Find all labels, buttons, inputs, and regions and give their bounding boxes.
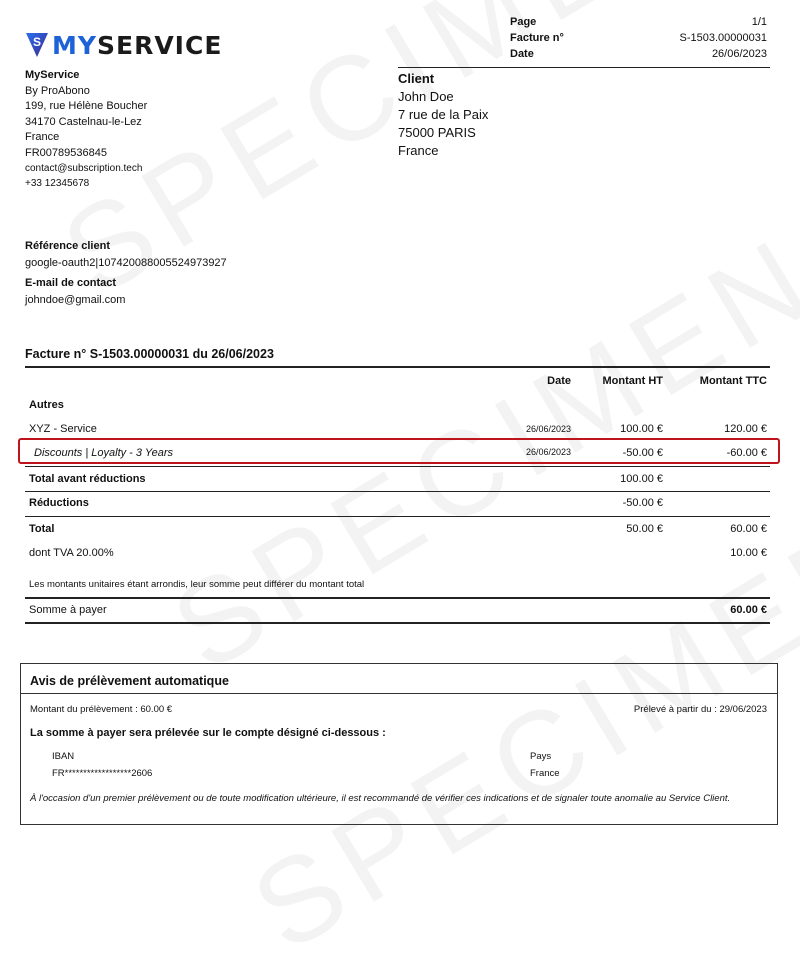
date-label: Date: [510, 48, 534, 60]
client-country: France: [398, 143, 439, 158]
discount-line-ttc: -60.00 €: [726, 447, 767, 459]
client-name: John Doe: [398, 89, 454, 104]
page-label: Page: [510, 16, 537, 28]
line-item-date: 26/06/2023: [525, 424, 571, 434]
company-by: By ProAbono: [25, 84, 90, 97]
invoice-number-label: Facture n°: [510, 32, 564, 44]
column-header-ttc: Montant TTC: [699, 375, 767, 387]
company-email: contact@subscription.tech: [25, 163, 143, 174]
debit-notice: La somme à payer sera prélevée sur le compte désigné ci-dessous :: [30, 727, 386, 739]
header-divider: [398, 67, 770, 68]
contact-email-value: johndoe@gmail.com: [25, 294, 126, 306]
line-item-ttc: 120.00 €: [724, 423, 767, 435]
company-country: France: [25, 131, 60, 143]
line-item-ht: 100.00 €: [620, 423, 663, 435]
total-before-divider: [25, 491, 770, 492]
s-shield-icon: [25, 32, 49, 58]
page-value: 1/1: [751, 16, 767, 28]
client-street: 7 rue de la Paix: [398, 107, 489, 122]
section-label: Autres: [29, 399, 64, 411]
client-reference-value: google-oauth2|107420088005524973927: [25, 257, 227, 269]
company-phone: +33 12345678: [25, 178, 90, 189]
iban-value: FR******************2606: [52, 768, 153, 779]
vat-label: dont TVA 20.00%: [29, 547, 114, 559]
company-street: 199, rue Hélène Boucher: [25, 100, 148, 112]
column-header-date: Date: [547, 375, 571, 387]
invoice-number-value: S-1503.00000031: [679, 32, 767, 44]
rounding-note: Les montants unitaires étant arrondis, leur somme peut différer du montant total: [29, 579, 365, 590]
company-name: MyService: [25, 69, 80, 81]
svg-text:S: S: [32, 35, 42, 49]
total-ht: 50.00 €: [626, 523, 663, 535]
vat-ttc: 10.00 €: [730, 547, 767, 559]
total-before-label: Total avant réductions: [29, 473, 146, 485]
iban-label: IBAN: [52, 751, 75, 762]
client-title: Client: [398, 71, 435, 86]
discount-line-date: 26/06/2023: [525, 447, 571, 457]
to-pay-bottom-divider: [25, 622, 770, 624]
client-reference-label: Référence client: [25, 240, 110, 252]
total-ttc: 60.00 €: [730, 523, 767, 535]
client-city: 75000 PARIS: [398, 125, 476, 140]
company-block: [25, 68, 245, 191]
amount-due-label: Somme à payer: [29, 604, 107, 616]
direct-debit-title: Avis de prélèvement automatique: [30, 674, 229, 688]
column-header-ht: Montant HT: [602, 375, 663, 387]
invoice-title-divider: [25, 366, 770, 368]
date-value: 26/06/2023: [711, 48, 767, 60]
discount-line-label: Discounts | Loyalty - 3 Years: [34, 447, 173, 459]
debit-amount: Montant du prélèvement : 60.00 €: [30, 704, 173, 715]
reductions-divider: [25, 516, 770, 517]
amount-due-value: 60.00 €: [730, 604, 767, 616]
bank-country-value: France: [530, 768, 560, 779]
contact-email-label: E-mail de contact: [25, 277, 117, 289]
direct-debit-divider: [20, 693, 778, 694]
to-pay-top-divider: [25, 597, 770, 599]
total-label: Total: [29, 523, 55, 535]
debit-start-date: Prélevé à partir du : 29/06/2023: [633, 704, 767, 715]
brand-logo: MYSERVICE: [52, 31, 223, 60]
reductions-label: Réductions: [29, 497, 89, 509]
bank-country-label: Pays: [530, 751, 552, 762]
reference-block: [25, 238, 227, 309]
company-vat: FR00789536845: [25, 146, 107, 159]
client-block: [398, 70, 488, 160]
discount-line-ht: -50.00 €: [622, 447, 663, 459]
company-city: 34170 Castelnau-le-Lez: [25, 115, 142, 128]
invoice-title: Facture n° S-1503.00000031 du 26/06/2023: [25, 347, 274, 361]
lines-divider: [25, 466, 770, 467]
debit-footer-note: À l'occasion d'un premier prélèvement ou de toute modification ultérieure, il est recommandé de vérifier ces indications et de signaler toute anomalie au Service Client.: [30, 793, 731, 804]
total-before-ht: 100.00 €: [620, 473, 663, 485]
reductions-ht: -50.00 €: [622, 497, 663, 509]
line-item-label: XYZ - Service: [29, 423, 97, 435]
